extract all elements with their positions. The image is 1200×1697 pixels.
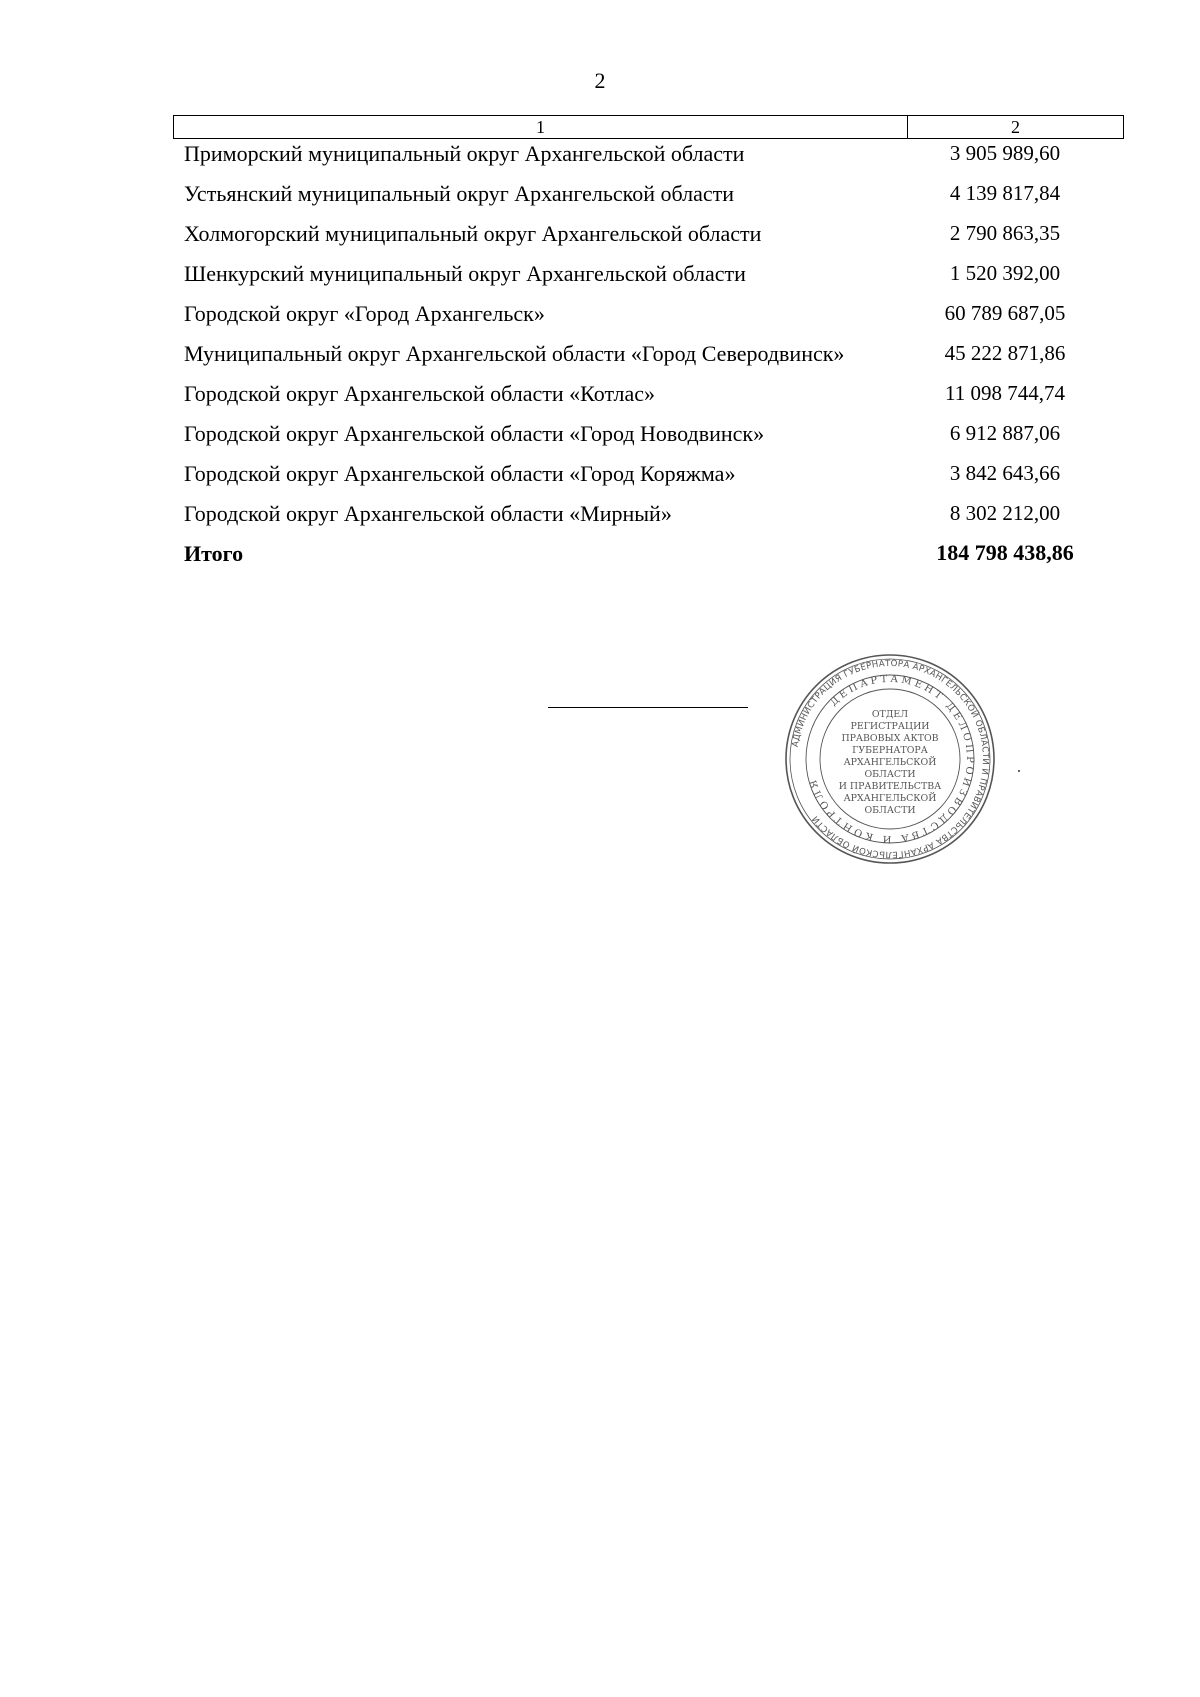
signature-line [548,707,748,708]
amount-value: 60 789 687,05 [944,301,1066,325]
stamp-center-line: ОБЛАСТИ [864,805,916,816]
stamp-outer-text: АДМИНИСТРАЦИЯ ГУБЕРНАТОРА АРХАНГЕЛЬСКОЙ ОБЛАСТИ И ПРАВИТЕЛЬСТВА АРХАНГЕЛЬСКОЙ ОБЛАСТИ [790,658,991,860]
municipality-name: Шенкурский муниципальный округ Архангельской области [184,261,746,286]
table-row [173,461,1124,487]
table-row [173,341,1124,367]
page-number: 2 [594,68,606,93]
stamp-center-line: ПРАВОВЫХ АКТОВ [841,733,939,744]
amount-value: 6 912 887,06 [949,421,1061,445]
total-value: 184 798 438,86 [936,540,1074,565]
allocation-table [173,141,1124,581]
municipality-name: Муниципальный округ Архангельской области «Город Северодвинск» [184,341,845,366]
stamp-center-line: АРХАНГЕЛЬСКОЙ [843,793,937,804]
table-row [173,501,1124,527]
table-row [173,181,1124,207]
column-header-2: 2 [1011,117,1020,137]
municipality-name: Устьянский муниципальный округ Архангельской области [184,181,735,206]
official-stamp [784,653,996,865]
stamp-inner-ring-text: ДЕПАРТАМЕНТ ДЕЛОПРОИЗВОДСТВА И КОНТРОЛЯ [807,673,976,845]
stamp-center-line: И ПРАВИТЕЛЬСТВА [838,781,942,792]
municipality-name: Городской округ Архангельской области «Город Коряжма» [184,461,736,486]
amount-value: 8 302 212,00 [949,501,1061,525]
amount-value: 3 905 989,60 [949,141,1061,165]
table-row [173,421,1124,447]
table-row [173,301,1124,327]
amount-value: 45 222 871,86 [944,341,1066,365]
total-row [173,541,1124,567]
stamp-center-line: ГУБЕРНАТОРА [852,745,928,756]
table-row [173,141,1124,167]
scan-speck [1018,770,1020,772]
amount-value: 4 139 817,84 [949,181,1061,205]
stamp-center-line: ОТДЕЛ [871,709,909,720]
municipality-name: Приморский муниципальный округ Архангельской области [184,141,745,166]
stamp-center-line: АРХАНГЕЛЬСКОЙ [843,757,937,768]
total-label: Итого [184,541,244,566]
column-header-1: 1 [174,116,908,138]
table-row [173,221,1124,247]
table-header [173,115,1124,139]
amount-value: 1 520 392,00 [949,261,1061,285]
municipality-name: Холмогорский муниципальный округ Архангельской области [184,221,762,246]
municipality-name: Городской округ «Город Архангельск» [184,301,545,326]
stamp-center-line: РЕГИСТРАЦИИ [850,721,930,732]
amount-value: 2 790 863,35 [949,221,1061,245]
table-row [173,381,1124,407]
municipality-name: Городской округ Архангельской области «Котлас» [184,381,656,406]
amount-value: 11 098 744,74 [945,381,1065,405]
table-row [173,261,1124,287]
amount-value: 3 842 643,66 [949,461,1061,485]
stamp-center-line: ОБЛАСТИ [864,769,916,780]
municipality-name: Городской округ Архангельской области «Мирный» [184,501,672,526]
municipality-name: Городской округ Архангельской области «Город Новодвинск» [184,421,765,446]
